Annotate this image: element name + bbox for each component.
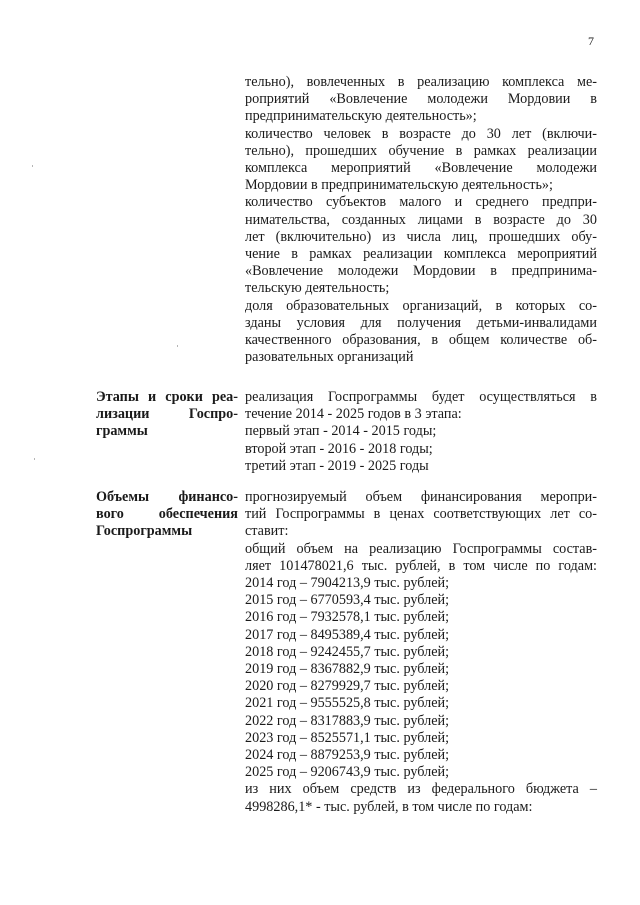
text-line: 4998286,1* - тыс. рублей, в том числе по годам: [245, 798, 533, 815]
label-line: граммы [96, 423, 148, 440]
text-line: тельно), прошедших обучение в рамках реализации [245, 142, 597, 159]
text-line: 2020 год – 8279929,7 тыс. рублей; [245, 678, 450, 695]
text-line: 2022 год – 8317883,9 тыс. рублей; [245, 712, 450, 729]
text-line: тий Госпрограммы в ценах соответствующих лет со- [245, 506, 597, 523]
text-line: 2025 год – 9206743,9 тыс. рублей; [245, 764, 450, 781]
text-line: 2015 год – 6770593,4 тыс. рублей; [245, 592, 450, 609]
stages-label [96, 389, 238, 441]
text-line: течение 2014 - 2025 годов в 3 этапа: [245, 406, 462, 423]
indicators-continuation [245, 74, 597, 366]
label-line: Объемы финансо- [96, 489, 238, 505]
text-line: реализация Госпрограммы будет осуществляться в [245, 389, 597, 405]
text-line: общий объем на реализацию Госпрограммы состав- [245, 540, 597, 557]
text-line: нимательства, созданных лицами в возрасте до 30 [245, 211, 597, 228]
label-line: лизации Госпро- [96, 406, 238, 423]
text-line: 2014 год – 7904213,9 тыс. рублей; [245, 575, 450, 592]
text-line: зданы условия для получения детьми-инвалидами [245, 314, 597, 331]
text-line: третий этап - 2019 - 2025 годы [245, 457, 429, 474]
text-line: лет (включительно) из числа лиц, прошедших обу- [245, 228, 597, 245]
financing-label [96, 489, 238, 541]
text-line: второй этап - 2016 - 2018 годы; [245, 440, 433, 457]
stages-text [245, 389, 597, 475]
financing-text [245, 489, 597, 816]
text-line: 2017 год – 8495389,4 тыс. рублей; [245, 626, 450, 643]
scan-mark [34, 458, 35, 460]
label-line: Этапы и сроки реа- [96, 389, 238, 405]
text-line: 2019 год – 8367882,9 тыс. рублей; [245, 661, 450, 678]
scan-mark [177, 345, 178, 347]
text-line: первый этап - 2014 - 2015 годы; [245, 423, 437, 440]
text-line: 2021 год – 9555525,8 тыс. рублей; [245, 695, 450, 712]
page-number: 7 [588, 34, 594, 48]
text-line: 2016 год – 7932578,1 тыс. рублей; [245, 609, 450, 626]
text-line: комплекса мероприятий «Вовлечение молодежи [245, 160, 597, 177]
text-line: доля образовательных организаций, в которых со- [245, 297, 597, 314]
text-line: разовательных организаций [245, 349, 414, 366]
text-line: тельскую деятельность; [245, 280, 390, 297]
label-line: вого обеспечения [96, 506, 238, 523]
text-line: чение в рамках реализации комплекса мероприятий [245, 246, 597, 263]
text-line: 2023 год – 8525571,1 тыс. рублей; [245, 729, 450, 746]
text-line: качественного образования, в общем количестве об- [245, 332, 597, 349]
text-line: тельно), вовлеченных в реализацию комплекса ме- [245, 74, 597, 90]
text-line: ставит: [245, 523, 289, 540]
text-line: 2018 год – 9242455,7 тыс. рублей; [245, 643, 450, 660]
text-line: ляет 101478021,6 тыс. рублей, в том числе по годам: [245, 557, 597, 574]
text-line: роприятий «Вовлечение молодежи Мордовии в [245, 91, 597, 108]
text-line: из них объем средств из федерального бюджета – [245, 781, 597, 798]
text-line: 2024 год – 8879253,9 тыс. рублей; [245, 747, 450, 764]
scan-mark [32, 165, 33, 167]
text-line: прогнозируемый объем финансирования меропри- [245, 489, 597, 505]
label-line: Госпрограммы [96, 523, 193, 540]
text-line: Мордовии в предпринимательскую деятельность»; [245, 177, 553, 194]
text-line: предпринимательскую деятельность»; [245, 108, 477, 125]
text-line: «Вовлечение молодежи Мордовии в предпринима- [245, 263, 597, 280]
text-line: количество субъектов малого и среднего предпри- [245, 194, 597, 211]
text-line: количество человек в возрасте до 30 лет (включи- [245, 125, 597, 142]
